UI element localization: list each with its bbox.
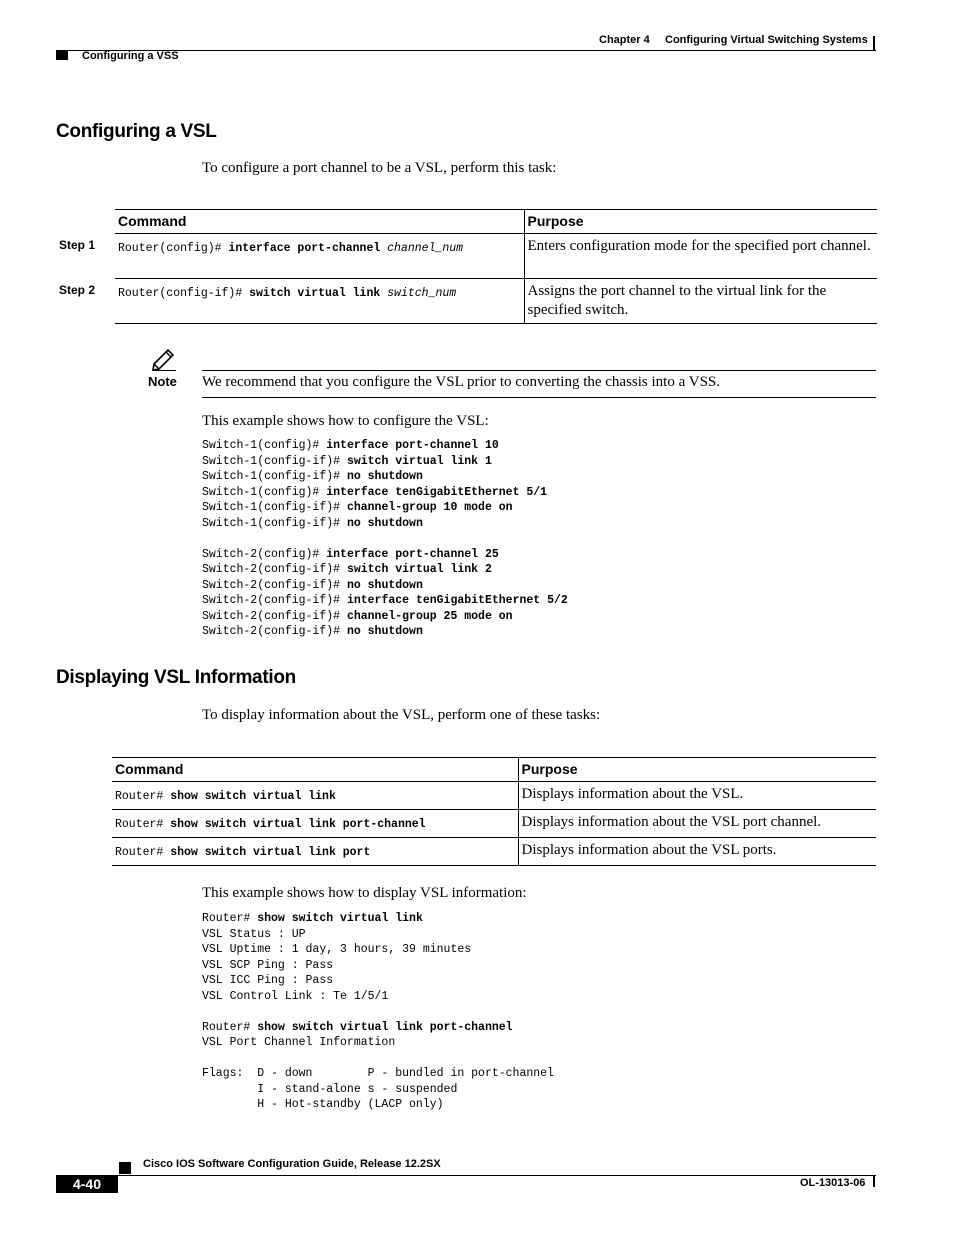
code-line — [202, 579, 423, 592]
code-line — [202, 928, 306, 941]
code-line — [202, 1098, 444, 1111]
code-line — [202, 974, 333, 987]
code-line — [202, 912, 423, 925]
code-line — [202, 548, 499, 561]
purpose-cell: Assigns the port channel to the virtual link for the specified switch. — [524, 279, 877, 324]
code-prompt: I - stand-alone s - suspended — [202, 1082, 458, 1096]
cmd-prompt: Router# — [115, 790, 171, 803]
header-block — [56, 50, 68, 60]
step-1-label: Step 1 — [59, 238, 96, 252]
code-command: channel-group 10 mode on — [346, 501, 513, 514]
footer-rule — [56, 1175, 876, 1176]
col-header-command: Command — [112, 758, 518, 782]
cmd-prompt: Router# — [115, 846, 171, 859]
code-line — [202, 1067, 554, 1080]
code-command: interface port-channel 25 — [326, 547, 499, 561]
footer-guide-title: Cisco IOS Software Configuration Guide, Release 12.2SX — [143, 1158, 441, 1170]
code-prompt: Switch-2(config-if)# — [202, 609, 347, 623]
code-prompt: VSL Port Channel Information — [202, 1036, 396, 1049]
code-command: no shutdown — [346, 578, 423, 592]
purpose-cell: Displays information about the VSL. — [518, 782, 876, 810]
col-header-purpose: Purpose — [524, 210, 877, 234]
step-2-label: Step 2 — [59, 283, 96, 297]
code-command: show switch virtual link — [257, 912, 423, 925]
code-prompt: VSL Uptime : 1 day, 3 hours, 39 minutes — [202, 943, 472, 956]
page-number: 4-40 — [56, 1175, 118, 1193]
code-prompt: VSL ICC Ping : Pass — [202, 974, 334, 987]
code-line — [202, 594, 568, 607]
code-line — [202, 563, 492, 576]
code-prompt: VSL Status : UP — [202, 927, 306, 941]
section1-intro: To configure a port channel to be a VSL, perform this task: — [202, 160, 557, 176]
command-cell — [115, 234, 524, 279]
code-prompt: Switch-2(config-if)# — [202, 594, 347, 607]
header-chapter-title: Configuring Virtual Switching Systems — [665, 34, 868, 46]
code-command: switch virtual link 1 — [346, 454, 492, 468]
note-pencil-icon — [150, 347, 178, 371]
command-cell — [112, 782, 518, 810]
code-prompt: Switch-1(config-if)# — [202, 454, 347, 468]
code-line — [202, 610, 513, 623]
code-prompt: Switch-2(config)# — [202, 547, 327, 561]
code-prompt: Router# — [202, 912, 258, 925]
cmd-prompt: Router# — [115, 818, 171, 831]
code-prompt: VSL SCP Ping : Pass — [202, 958, 334, 972]
header-section: Configuring a VSS — [82, 50, 179, 62]
code-command: switch virtual link 2 — [346, 563, 492, 576]
code-command: interface port-channel 10 — [326, 439, 499, 452]
command-cell — [115, 279, 524, 324]
code-line — [202, 943, 471, 956]
code-prompt: H - Hot-standby (LACP only) — [202, 1098, 444, 1111]
vsl-show-table — [112, 757, 876, 866]
code-line — [202, 501, 513, 514]
code-prompt: Switch-1(config)# — [202, 439, 327, 452]
code-line — [202, 1021, 513, 1034]
code-line — [202, 455, 492, 468]
header-chapter: Chapter 4 — [599, 34, 650, 46]
table-row — [115, 279, 877, 324]
code-line — [202, 1036, 395, 1049]
vsl-config-example-code — [202, 438, 568, 640]
code-command: interface tenGigabitEthernet 5/2 — [346, 594, 568, 607]
section-title-configuring-vsl: Configuring a VSL — [56, 121, 217, 142]
footer-doc-id: OL-13013-06 — [800, 1177, 866, 1189]
code-line — [202, 486, 547, 499]
code-line — [202, 439, 499, 452]
code-prompt: Switch-1(config-if)# — [202, 501, 347, 514]
code-command: no shutdown — [346, 625, 423, 638]
code-prompt: Switch-2(config-if)# — [202, 578, 347, 592]
code-command: show switch virtual link port-channel — [257, 1020, 513, 1034]
code-prompt: VSL Control Link : Te 1/5/1 — [202, 989, 389, 1003]
code-line — [202, 625, 423, 638]
col-header-command: Command — [115, 210, 524, 234]
vsl-show-example-code — [202, 911, 554, 1113]
code-prompt: Switch-1(config)# — [202, 485, 327, 499]
code-line — [202, 517, 423, 530]
cmd-argument: switch_num — [387, 287, 457, 300]
note-label: Note — [148, 374, 177, 389]
code-line — [202, 470, 423, 483]
code-command: channel-group 25 mode on — [346, 609, 513, 623]
cmd-keyword: show switch virtual link port-channel — [170, 818, 426, 831]
section2-example-intro: This example shows how to display VSL information: — [202, 885, 527, 901]
header-bar — [873, 36, 875, 50]
header-rule — [56, 50, 876, 51]
table-row — [115, 234, 877, 279]
footer-block — [119, 1162, 131, 1174]
section1-example-intro: This example shows how to configure the VSL: — [202, 413, 489, 429]
purpose-cell: Displays information about the VSL port channel. — [518, 810, 876, 838]
cmd-keyword: show switch virtual link port — [170, 846, 371, 859]
code-prompt: Switch-1(config-if)# — [202, 516, 347, 530]
code-prompt: Router# — [202, 1020, 258, 1034]
purpose-cell: Displays information about the VSL ports. — [518, 838, 876, 866]
table-row — [112, 838, 876, 866]
table-row — [112, 810, 876, 838]
section-title-displaying-vsl: Displaying VSL Information — [56, 667, 296, 688]
purpose-cell: Enters configuration mode for the specified port channel. — [524, 234, 877, 279]
code-prompt: Flags: D - down P - bundled in port-channel — [202, 1067, 554, 1080]
command-cell — [112, 838, 518, 866]
code-prompt: Switch-2(config-if)# — [202, 563, 347, 576]
section2-intro: To display information about the VSL, perform one of these tasks: — [202, 707, 601, 723]
note-box — [202, 370, 876, 398]
cmd-prompt: Router(config-if)# — [118, 287, 250, 300]
code-line — [202, 1083, 457, 1096]
code-prompt: Switch-1(config-if)# — [202, 470, 347, 483]
cmd-prompt: Router(config)# — [118, 242, 229, 255]
code-prompt: Switch-2(config-if)# — [202, 625, 347, 638]
col-header-purpose: Purpose — [518, 758, 876, 782]
code-command: no shutdown — [346, 516, 423, 530]
table-row — [112, 782, 876, 810]
code-command: no shutdown — [346, 470, 423, 483]
code-line — [202, 959, 333, 972]
vsl-config-table — [115, 209, 877, 324]
note-text: We recommend that you configure the VSL prior to converting the chassis into a VSS. — [202, 374, 720, 390]
code-command: interface tenGigabitEthernet 5/1 — [326, 485, 548, 499]
command-cell — [112, 810, 518, 838]
code-line — [202, 990, 388, 1003]
footer-bar — [873, 1175, 875, 1187]
cmd-keyword: show switch virtual link — [170, 790, 336, 803]
cmd-keyword: interface port-channel — [228, 242, 388, 255]
cmd-keyword: switch virtual link — [249, 287, 388, 300]
cmd-argument: channel_num — [387, 242, 464, 255]
